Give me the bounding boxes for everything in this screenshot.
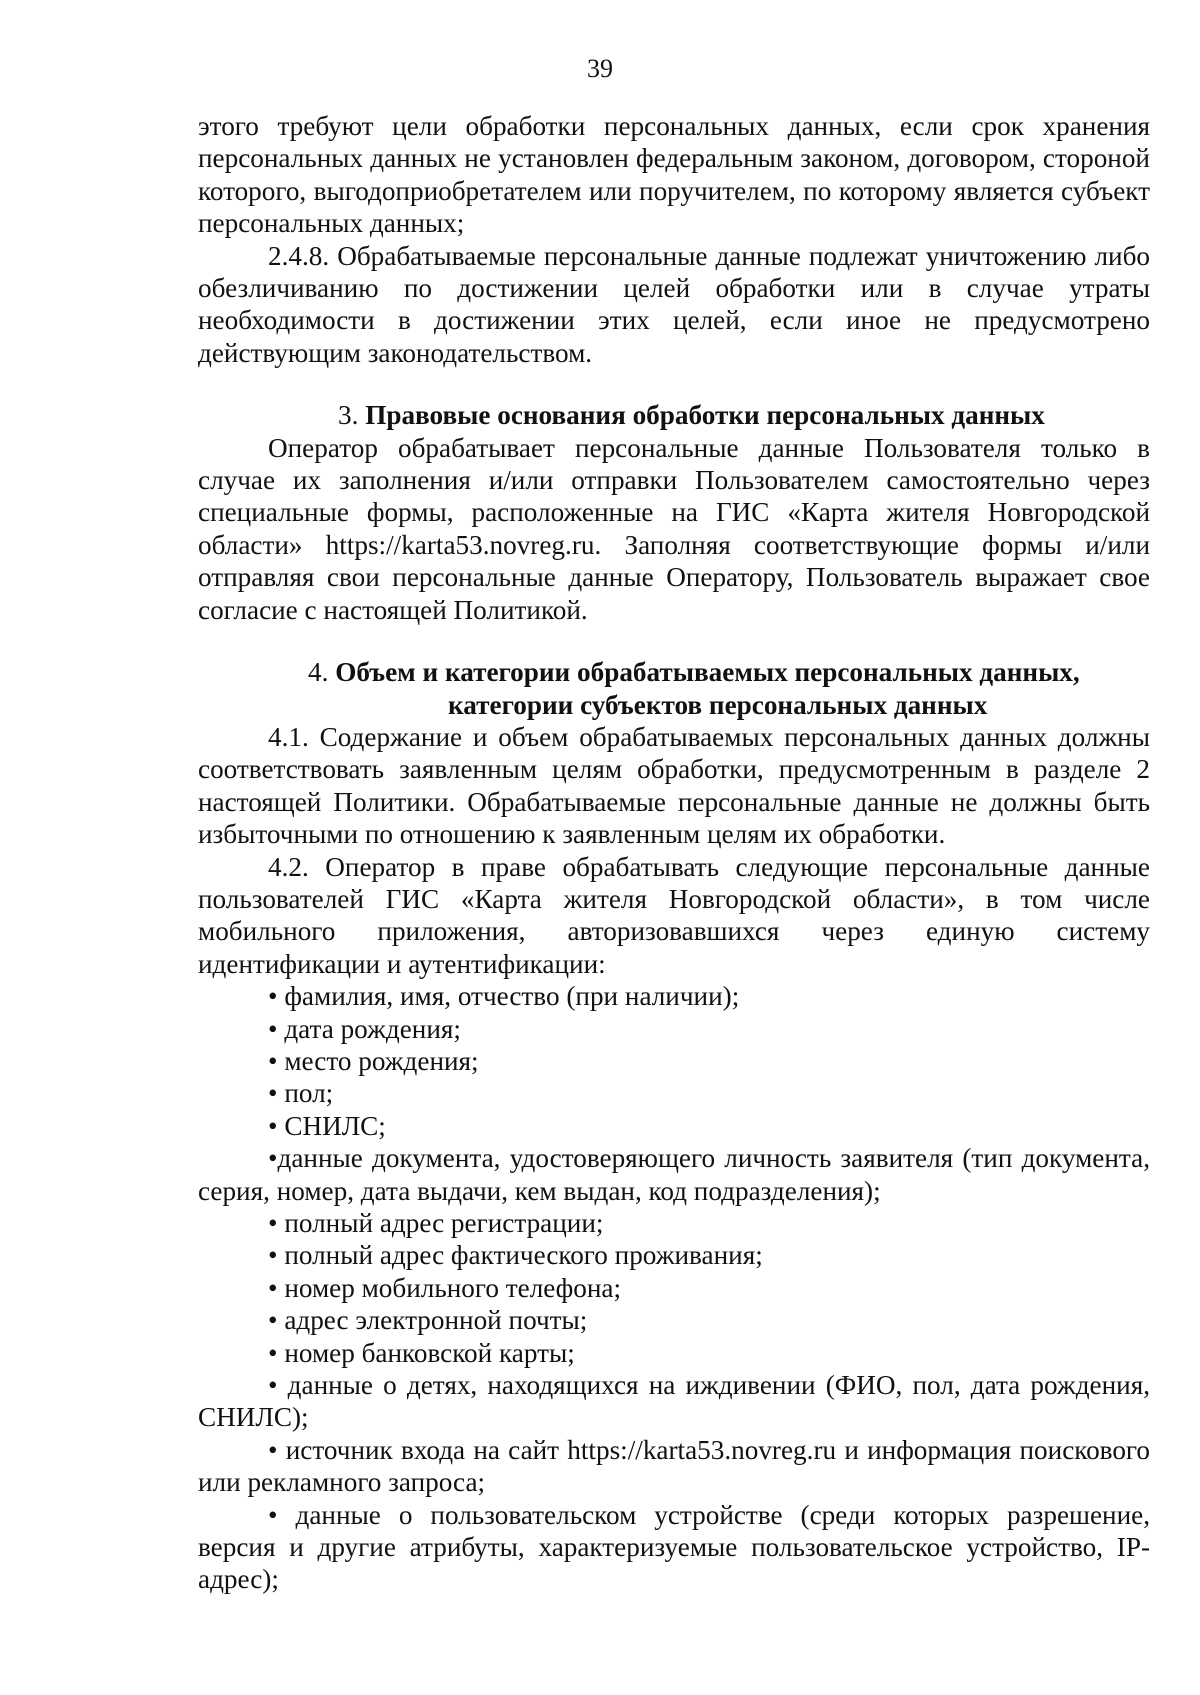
section-3-heading	[198, 399, 1150, 431]
list-item: • источник входа на сайт https://karta53.novreg.ru и информация поискового или рекламного запроса;	[198, 1434, 1150, 1498]
spacer	[198, 369, 1150, 399]
paragraph-4-2: 4.2. Оператор в праве обрабатывать следующие персональные данные пользователей ГИС «Карта жителя Новгородской области», в том числе мобильного приложения, авторизовавшихся через единую систему идентификации и аутентификации:	[198, 851, 1150, 979]
paragraph-continuation: этого требуют цели обработки персональных данных, если срок хранения персональных данных не установлен федеральным законом, договором, стороной которого, выгодоприобретателем или поручителем, по которому является субъект персональных данных;	[198, 111, 1150, 239]
list-item: • номер мобильного телефона;	[268, 1272, 622, 1303]
document-body	[198, 110, 1150, 1596]
section-3-number: 3.	[338, 400, 359, 431]
paragraph-4-1: 4.1. Содержание и объем обрабатываемых персональных данных должны соответствовать заявленным целям обработки, предусмотренным в разделе 2 настоящей Политики. Обрабатываемые персональные данные не должны быть избыточными по отношению к заявленным целям их обработки.	[198, 721, 1150, 850]
list-item: • адрес электронной почты;	[268, 1305, 588, 1336]
list-item: • СНИЛС;	[268, 1110, 386, 1141]
section-3-text: Оператор обрабатывает персональные данные Пользователя только в случае их заполнения и/или отправки Пользователем самостоятельно через специальные формы, расположенные на ГИС «Карта жителя Новгородской области» https://karta53.novreg.ru. Заполняя соответствующие формы и/или отправляя свои персональные данные Оператору, Пользователь выражает свое согласие с настоящей Политикой.	[198, 432, 1150, 625]
list-item: • пол;	[268, 1078, 334, 1109]
list-item: • место рождения;	[268, 1045, 479, 1076]
list-item: • номер банковской карты;	[268, 1337, 575, 1368]
list-item: • полный адрес фактического проживания;	[268, 1240, 763, 1271]
paragraph-2-4-8: 2.4.8. Обрабатываемые персональные данные подлежат уничтожению либо обезличиванию по достижении целей обработки или в случае утраты необходимости в достижении этих целей, если иное не предусмотрено действующим законодательством.	[198, 240, 1150, 368]
spacer	[198, 626, 1150, 656]
list-item: • дата рождения;	[268, 1013, 461, 1044]
section-4-heading-line2: категории субъектов персональных данных	[448, 689, 988, 720]
section-4-number: 4.	[308, 657, 329, 688]
section-3-title: Правовые основания обработки персональных данных	[365, 400, 1045, 431]
section-4-heading-line1	[198, 656, 1150, 688]
page-number: 39	[587, 54, 613, 83]
section-4-title-line1: Объем и категории обрабатываемых персональных данных,	[335, 657, 1080, 688]
list-item: • фамилия, имя, отчество (при наличии);	[268, 981, 740, 1012]
list-item: •данные документа, удостоверяющего личность заявителя (тип документа, серия, номер, дата выдачи, кем выдан, код подразделения);	[198, 1143, 1150, 1206]
list-item: • полный адрес регистрации;	[268, 1208, 604, 1238]
list-item: • данные о детях, находящихся на иждивении (ФИО, пол, дата рождения, СНИЛС);	[198, 1370, 1150, 1433]
list-item: • данные о пользовательском устройстве (среди которых разрешение, версия и другие атрибуты, характеризуемые пользовательское устройство, IP-адрес);	[198, 1499, 1150, 1595]
